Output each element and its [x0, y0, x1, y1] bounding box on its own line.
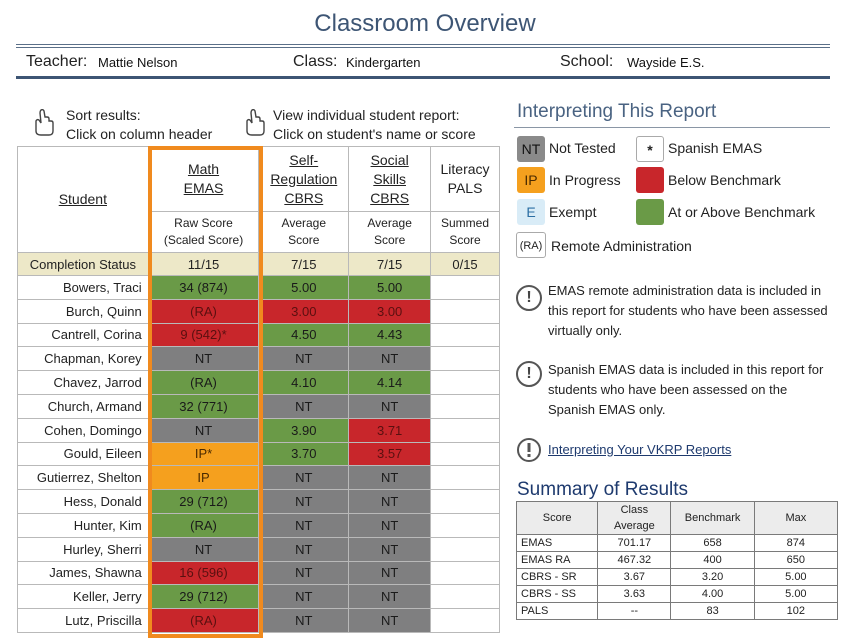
social-skills-cell: NT — [349, 394, 431, 418]
completion-row — [18, 253, 500, 276]
student-name[interactable]: Gutierrez, Shelton — [18, 466, 149, 490]
math-score-cell[interactable]: 16 (596) — [148, 561, 259, 585]
summary-title: Summary of Results — [517, 479, 689, 500]
summary-row — [517, 552, 838, 569]
social-skills-cell: 4.14 — [349, 371, 431, 395]
student-name[interactable]: Lutz, Priscilla — [18, 609, 149, 633]
vkrp-reports-link[interactable]: Interpreting Your VKRP Reports — [548, 442, 732, 457]
student-name[interactable]: Hurley, Sherri — [18, 537, 149, 561]
math-score-cell[interactable]: 29 (712) — [148, 585, 259, 609]
subheader-line: Average — [367, 216, 412, 230]
legend-title: Interpreting This Report — [517, 101, 717, 122]
literacy-cell — [431, 466, 500, 490]
not-tested-swatch: NT — [517, 136, 545, 162]
self-regulation-cell: NT — [259, 537, 349, 561]
note-remote: EMAS remote administration data is included in this report for students who have been assessed virtually only. — [548, 283, 828, 338]
math-score-cell[interactable]: NT — [148, 537, 259, 561]
math-score-cell[interactable]: (RA) — [148, 513, 259, 537]
social-skills-cell: NT — [349, 347, 431, 371]
math-score-cell[interactable]: (RA) — [148, 299, 259, 323]
divider — [16, 44, 830, 45]
self-regulation-cell: 3.90 — [259, 418, 349, 442]
summary-cell: 3.20 — [671, 569, 754, 586]
subheader-line: Average — [281, 216, 327, 230]
summary-cell: -- — [598, 603, 671, 620]
student-name[interactable]: Hess, Donald — [18, 490, 149, 514]
self-header-line: Regulation — [270, 170, 338, 187]
column-header-literacy — [431, 147, 500, 212]
self-header-line: Self- — [289, 151, 319, 168]
summary-header-max: Max — [754, 502, 837, 535]
above-benchmark-swatch — [636, 199, 664, 225]
exempt-swatch: E — [517, 199, 545, 225]
summary-cell: PALS — [517, 603, 598, 620]
student-name[interactable]: Chavez, Jarrod — [18, 371, 149, 395]
summary-cell: 83 — [671, 603, 754, 620]
social-skills-cell: NT — [349, 609, 431, 633]
summary-header-benchmark: Benchmark — [671, 502, 754, 535]
info-alert-icon: ! — [516, 361, 542, 387]
summary-cell: 874 — [754, 535, 837, 552]
student-header-label: Student — [58, 191, 107, 207]
completion-math: 11/15 — [148, 253, 259, 276]
self-regulation-cell: NT — [259, 585, 349, 609]
table-row — [18, 609, 500, 633]
view-hint-line2: Click on student's name or score — [273, 126, 476, 142]
below-benchmark-swatch — [636, 167, 664, 193]
summary-cell: CBRS - SS — [517, 586, 598, 603]
table-row — [18, 394, 500, 418]
view-hint-line1: View individual student report: — [273, 107, 460, 123]
literacy-cell — [431, 513, 500, 537]
legend-in-progress: In Progress — [549, 172, 621, 188]
self-regulation-cell: 4.10 — [259, 371, 349, 395]
math-score-cell[interactable]: 29 (712) — [148, 490, 259, 514]
math-subheader — [148, 212, 259, 253]
summary-row — [517, 569, 838, 586]
social-skills-cell: NT — [349, 561, 431, 585]
social-header-line: Social — [370, 151, 409, 168]
summary-cell: CBRS - SR — [517, 569, 598, 586]
teacher-name: Mattie Nelson — [98, 55, 178, 70]
column-header-math[interactable] — [148, 147, 259, 212]
literacy-cell — [431, 347, 500, 371]
self-regulation-cell: NT — [259, 609, 349, 633]
literacy-subheader — [431, 212, 500, 253]
social-subheader — [349, 212, 431, 253]
summary-cell: 650 — [754, 552, 837, 569]
student-name[interactable]: Chapman, Korey — [18, 347, 149, 371]
math-score-cell[interactable]: IP* — [148, 442, 259, 466]
subheader-line: Score — [373, 233, 406, 247]
self-subheader — [259, 212, 349, 253]
summary-header-average: Class Average — [598, 502, 671, 535]
literacy-cell — [431, 299, 500, 323]
summary-cell: EMAS RA — [517, 552, 598, 569]
self-regulation-cell: NT — [259, 513, 349, 537]
social-skills-cell: NT — [349, 537, 431, 561]
student-name[interactable]: Bowers, Traci — [18, 276, 149, 300]
table-row — [18, 347, 500, 371]
sort-hint — [66, 106, 212, 144]
summary-table — [516, 501, 838, 620]
subheader-line: Summed — [441, 216, 490, 230]
student-name[interactable]: Cohen, Domingo — [18, 418, 149, 442]
summary-cell: 102 — [754, 603, 837, 620]
sort-hint-line2: Click on column header — [66, 126, 213, 142]
self-regulation-cell: NT — [259, 347, 349, 371]
social-skills-cell: NT — [349, 585, 431, 609]
student-name[interactable]: Burch, Quinn — [18, 299, 149, 323]
completion-social: 7/15 — [349, 253, 431, 276]
pointer-hand-icon — [32, 109, 58, 137]
table-row — [18, 299, 500, 323]
table-row — [18, 561, 500, 585]
social-header-line: Skills — [373, 170, 406, 187]
self-regulation-cell: 3.00 — [259, 299, 349, 323]
self-regulation-cell: NT — [259, 490, 349, 514]
legend-remote-administration: Remote Administration — [551, 238, 692, 254]
literacy-cell — [431, 418, 500, 442]
subheader-line: (Scaled Score) — [163, 233, 244, 247]
table-row — [18, 466, 500, 490]
summary-cell: 4.00 — [671, 586, 754, 603]
link-icon — [516, 437, 542, 463]
student-name[interactable]: James, Shawna — [18, 561, 149, 585]
social-skills-cell: NT — [349, 466, 431, 490]
legend-above-benchmark: At or Above Benchmark — [668, 204, 816, 220]
summary-row — [517, 603, 838, 620]
in-progress-swatch: IP — [517, 167, 545, 193]
summary-cell: 467.32 — [598, 552, 671, 569]
table-row — [18, 490, 500, 514]
table-row — [18, 323, 500, 347]
student-name[interactable]: Gould, Eileen — [18, 442, 149, 466]
table-row — [18, 276, 500, 300]
math-score-cell[interactable]: NT — [148, 347, 259, 371]
note-spanish: Spanish EMAS data is included in this report for students who have been assessed on the Spanish EMAS only. — [548, 362, 824, 417]
summary-cell: 701.17 — [598, 535, 671, 552]
literacy-header-line: Literacy — [440, 161, 490, 177]
completion-self: 7/15 — [259, 253, 349, 276]
self-regulation-cell: NT — [259, 466, 349, 490]
literacy-cell — [431, 609, 500, 633]
star-swatch: * — [636, 136, 664, 162]
social-skills-cell: 3.00 — [349, 299, 431, 323]
subheader-line: Score — [449, 233, 481, 247]
column-header-student[interactable] — [18, 147, 149, 253]
self-regulation-cell: NT — [259, 394, 349, 418]
summary-cell: 3.63 — [598, 586, 671, 603]
student-name[interactable]: Keller, Jerry — [18, 585, 149, 609]
table-row — [18, 418, 500, 442]
table-row — [18, 537, 500, 561]
math-header-line: EMAS — [183, 180, 224, 196]
self-regulation-cell: NT — [259, 561, 349, 585]
summary-cell: 658 — [671, 535, 754, 552]
social-skills-cell: 4.43 — [349, 323, 431, 347]
math-score-cell[interactable]: 34 (874) — [148, 276, 259, 300]
social-skills-cell: NT — [349, 513, 431, 537]
math-score-cell[interactable]: 32 (771) — [148, 394, 259, 418]
page-title: Classroom Overview — [314, 10, 536, 37]
literacy-cell — [431, 537, 500, 561]
class-name: Kindergarten — [346, 55, 421, 70]
teacher-label: Teacher: — [26, 53, 88, 70]
literacy-cell — [431, 490, 500, 514]
view-hint — [273, 106, 476, 144]
summary-cell: 5.00 — [754, 586, 837, 603]
legend-not-tested: Not Tested — [549, 140, 616, 156]
student-name[interactable]: Cantrell, Corina — [18, 323, 149, 347]
subheader-line: Raw Score — [174, 216, 233, 230]
table-row — [18, 513, 500, 537]
legend-spanish-emas: Spanish EMAS — [668, 140, 763, 156]
summary-header-score: Score — [517, 502, 598, 535]
math-score-cell[interactable]: 9 (542)* — [148, 323, 259, 347]
summary-row — [517, 586, 838, 603]
table-row — [18, 442, 500, 466]
student-name[interactable]: Hunter, Kim — [18, 513, 149, 537]
legend-exempt: Exempt — [549, 204, 597, 220]
legend-below-benchmark: Below Benchmark — [668, 172, 781, 188]
summary-cell: 400 — [671, 552, 754, 569]
literacy-cell — [431, 585, 500, 609]
social-skills-cell: 5.00 — [349, 276, 431, 300]
math-score-cell[interactable]: IP — [148, 466, 259, 490]
info-alert-icon: ! — [516, 285, 542, 311]
self-regulation-cell: 5.00 — [259, 276, 349, 300]
column-header-social-skills[interactable] — [349, 147, 431, 212]
sort-hint-line1: Sort results: — [66, 107, 141, 123]
pointer-hand-icon — [243, 109, 269, 137]
literacy-cell — [431, 442, 500, 466]
subheader-line: Score — [288, 233, 320, 247]
math-score-cell[interactable]: NT — [148, 418, 259, 442]
self-regulation-cell: 3.70 — [259, 442, 349, 466]
school-name: Wayside E.S. — [627, 55, 705, 70]
self-regulation-cell: 4.50 — [259, 323, 349, 347]
student-name[interactable]: Church, Armand — [18, 394, 149, 418]
summary-cell: EMAS — [517, 535, 598, 552]
divider — [514, 127, 830, 128]
literacy-cell — [431, 371, 500, 395]
table-row — [18, 585, 500, 609]
literacy-cell — [431, 276, 500, 300]
literacy-cell — [431, 561, 500, 585]
math-score-cell[interactable]: (RA) — [148, 609, 259, 633]
literacy-header-line: PALS — [447, 180, 483, 196]
info-bar — [16, 50, 830, 76]
social-header-line: CBRS — [370, 189, 410, 206]
math-score-cell[interactable]: (RA) — [148, 371, 259, 395]
school-label: School: — [560, 53, 614, 70]
self-header-line: CBRS — [284, 189, 324, 206]
classroom-table — [17, 146, 500, 633]
literacy-cell — [431, 323, 500, 347]
table-row — [18, 371, 500, 395]
divider — [16, 76, 830, 79]
divider — [16, 47, 830, 48]
remote-swatch: (RA) — [516, 232, 546, 258]
literacy-cell — [431, 394, 500, 418]
class-label: Class: — [293, 53, 338, 70]
social-skills-cell: 3.71 — [349, 418, 431, 442]
summary-cell: 3.67 — [598, 569, 671, 586]
social-skills-cell: 3.57 — [349, 442, 431, 466]
completion-label: Completion Status — [18, 253, 149, 276]
summary-row — [517, 535, 838, 552]
completion-literacy: 0/15 — [431, 253, 500, 276]
summary-cell: 5.00 — [754, 569, 837, 586]
column-header-self-regulation[interactable] — [259, 147, 349, 212]
math-header-line: Math — [187, 161, 220, 177]
social-skills-cell: NT — [349, 490, 431, 514]
